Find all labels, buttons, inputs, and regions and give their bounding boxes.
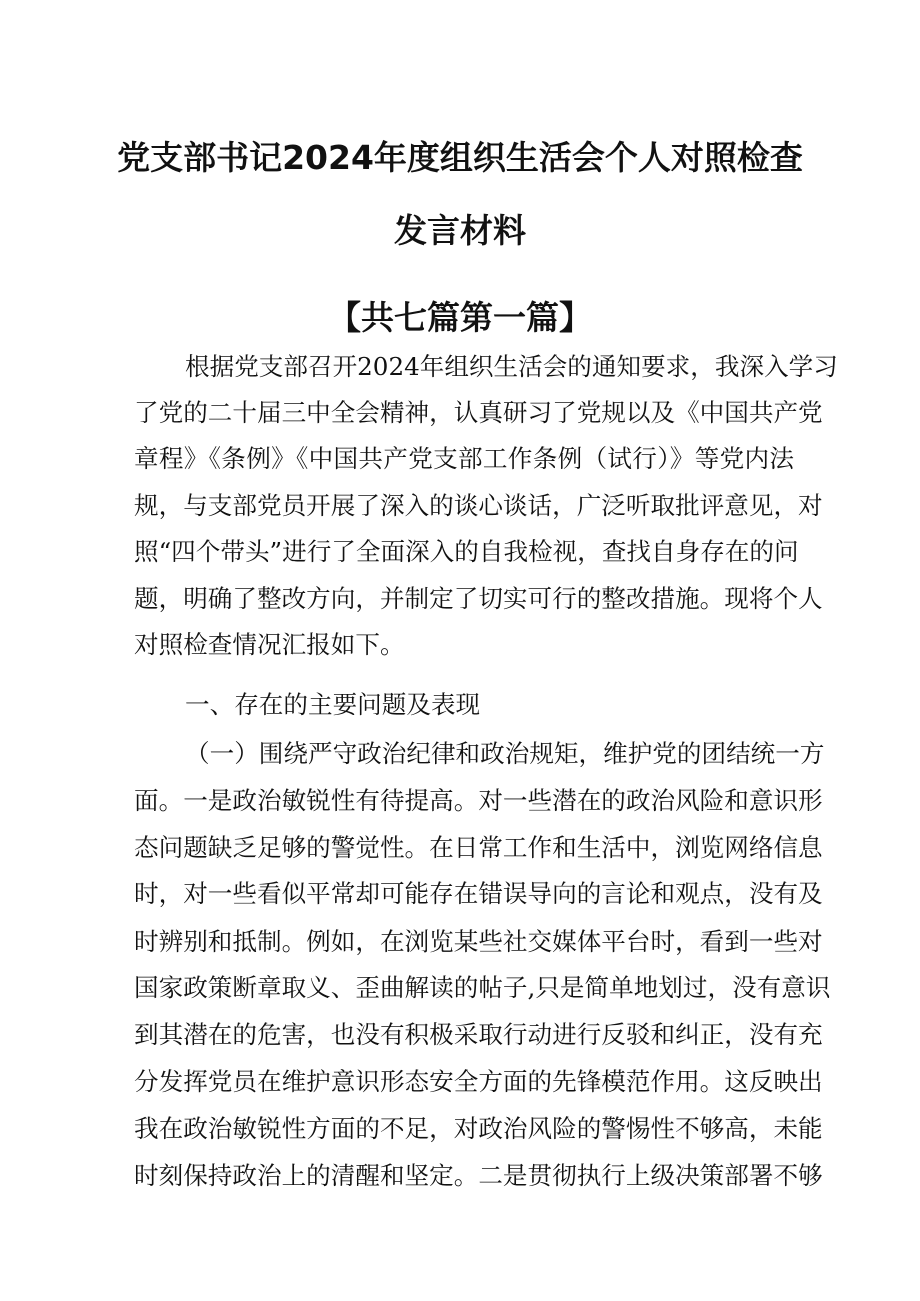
document-title-line-1: 党支部书记2024年度组织生活会个人对照检查 — [117, 138, 803, 177]
intro-paragraph-line: 根据党支部召开2024年组织生活会的通知要求，我深入学习 — [185, 352, 838, 381]
subsection-paragraph-line: 我在政治敏锐性方面的不足，对政治风险的警惕性不够高，未能 — [134, 1114, 823, 1143]
document-title-line-2: 发言材料 — [394, 211, 526, 250]
subsection-paragraph-line: （一）围绕严守政治纪律和政治规矩，维护党的团结统一方 — [185, 739, 825, 768]
intro-paragraph-line: 规，与支部党员开展了深入的谈心谈话，广泛听取批评意见，对 — [134, 491, 823, 520]
subsection-paragraph-line: 国家政策断章取义、歪曲解读的帖子,只是简单地划过，没有意识 — [134, 973, 831, 1002]
intro-paragraph-line: 对照检查情况汇报如下。 — [134, 630, 405, 659]
subsection-paragraph-line: 时刻保持政治上的清醒和坚定。二是贯彻执行上级决策部署不够 — [134, 1161, 823, 1190]
intro-paragraph-line: 章程》《条例》《中国共产党支部工作条例（试行）》等党内法 — [134, 444, 794, 473]
document-subtitle: 【共七篇第一篇】 — [328, 298, 592, 337]
subsection-paragraph-line: 分发挥党员在维护意识形态安全方面的先锋模范作用。这反映出 — [134, 1067, 823, 1096]
subsection-paragraph-line: 面。一是政治敏锐性有待提高。对一些潜在的政治风险和意识形 — [134, 786, 823, 815]
subsection-paragraph-line: 时，对一些看似平常却可能存在错误导向的言论和观点，没有及 — [134, 879, 823, 908]
intro-paragraph-line: 照“四个带头”进行了全面深入的自我检视，查找自身存在的问 — [134, 537, 799, 566]
section-heading: 一、存在的主要问题及表现 — [185, 690, 481, 719]
subsection-paragraph-line: 时辨别和抵制。例如，在浏览某些社交媒体平台时，看到一些对 — [134, 927, 823, 956]
subsection-paragraph-line: 到其潜在的危害，也没有积极采取行动进行反驳和纠正，没有充 — [134, 1020, 823, 1049]
intro-paragraph-line: 了党的二十届三中全会精神，认真研习了党规以及《中国共产党 — [134, 398, 823, 427]
subsection-paragraph-line: 态问题缺乏足够的警觉性。在日常工作和生活中，浏览网络信息 — [134, 833, 823, 862]
intro-paragraph-line: 题，明确了整改方向，并制定了切实可行的整改措施。现将个人 — [134, 584, 823, 613]
